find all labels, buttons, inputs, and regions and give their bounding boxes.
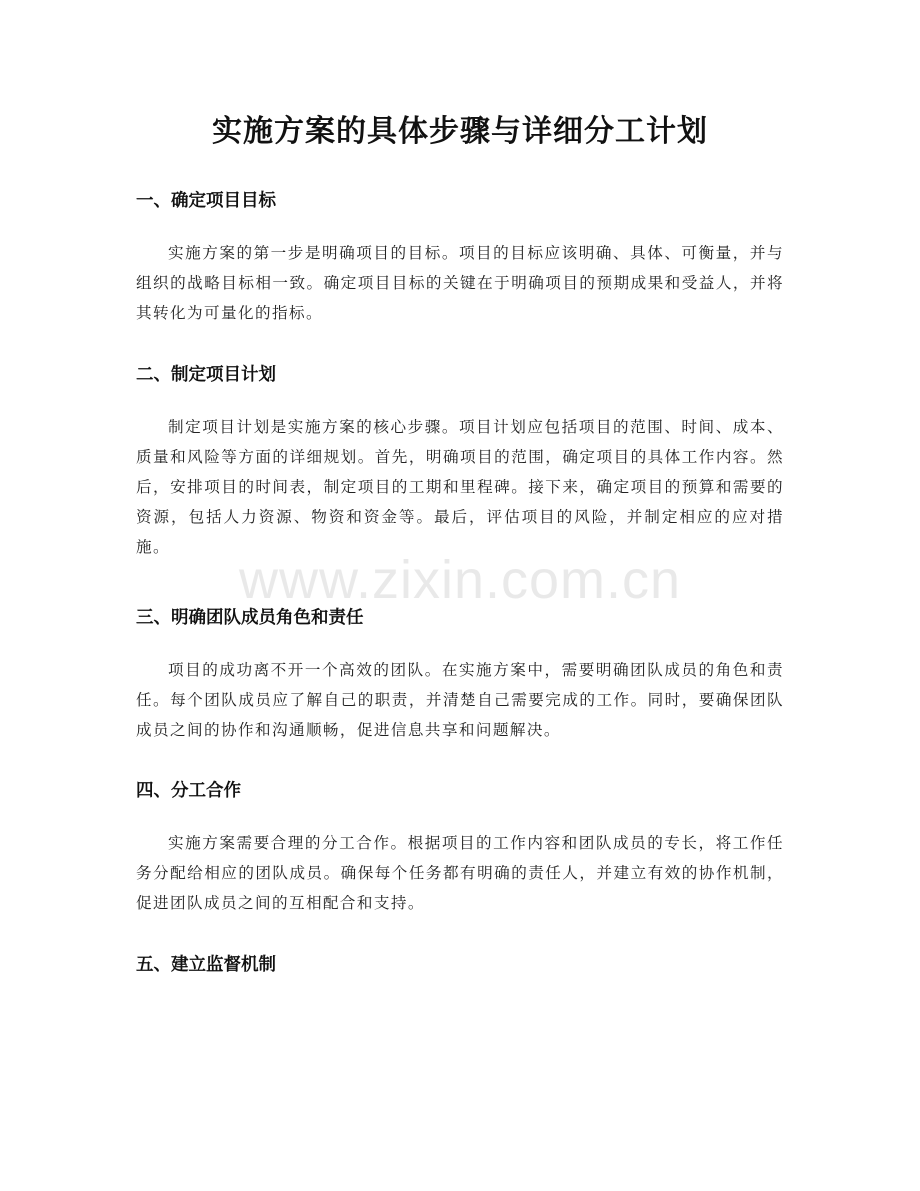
section-heading: 五、建立监督机制 (136, 955, 276, 975)
document-title: 实施方案的具体步骤与详细分工计划 (212, 114, 708, 149)
section-heading: 四、分工合作 (136, 781, 241, 801)
section-1 (136, 188, 784, 328)
section-heading: 三、明确团队成员角色和责任 (136, 608, 364, 628)
section-3 (136, 605, 784, 745)
section-paragraph: 实施方案需要合理的分工合作。根据项目的工作内容和团队成员的专长，将工作任务分配给相应的团队成员。确保每个任务都有明确的责任人，并建立有效的协作机制，促进团队成员之间的互相配合和支持。 (136, 834, 784, 912)
section-paragraph: 项目的成功离不开一个高效的团队。在实施方案中，需要明确团队成员的角色和责任。每个团队成员应了解自己的职责，并清楚自己需要完成的工作。同时，要确保团队成员之间的协作和沟通顺畅，促进信息共享和问题解决。 (136, 661, 784, 739)
section-5 (136, 952, 784, 978)
section-2 (136, 362, 784, 562)
section-paragraph: 实施方案的第一步是明确项目的目标。项目的目标应该明确、具体、可衡量，并与组织的战略目标相一致。确定项目目标的关键在于明确项目的预期成果和受益人，并将其转化为可量化的指标。 (136, 244, 784, 322)
section-paragraph: 制定项目计划是实施方案的核心步骤。项目计划应包括项目的范围、时间、成本、质量和风险等方面的详细规划。首先，明确项目的范围，确定项目的具体工作内容。然后，安排项目的时间表，制定项目的工期和里程碑。接下来，确定项目的预算和需要的资源，包括人力资源、物资和资金等。最后，评估项目的风险，并制定相应的应对措施。 (136, 418, 784, 556)
watermark-text: www.zixin.com.cn (238, 550, 682, 610)
section-heading: 一、确定项目目标 (136, 191, 276, 211)
section-4 (136, 778, 784, 918)
section-heading: 二、制定项目计划 (136, 365, 276, 385)
